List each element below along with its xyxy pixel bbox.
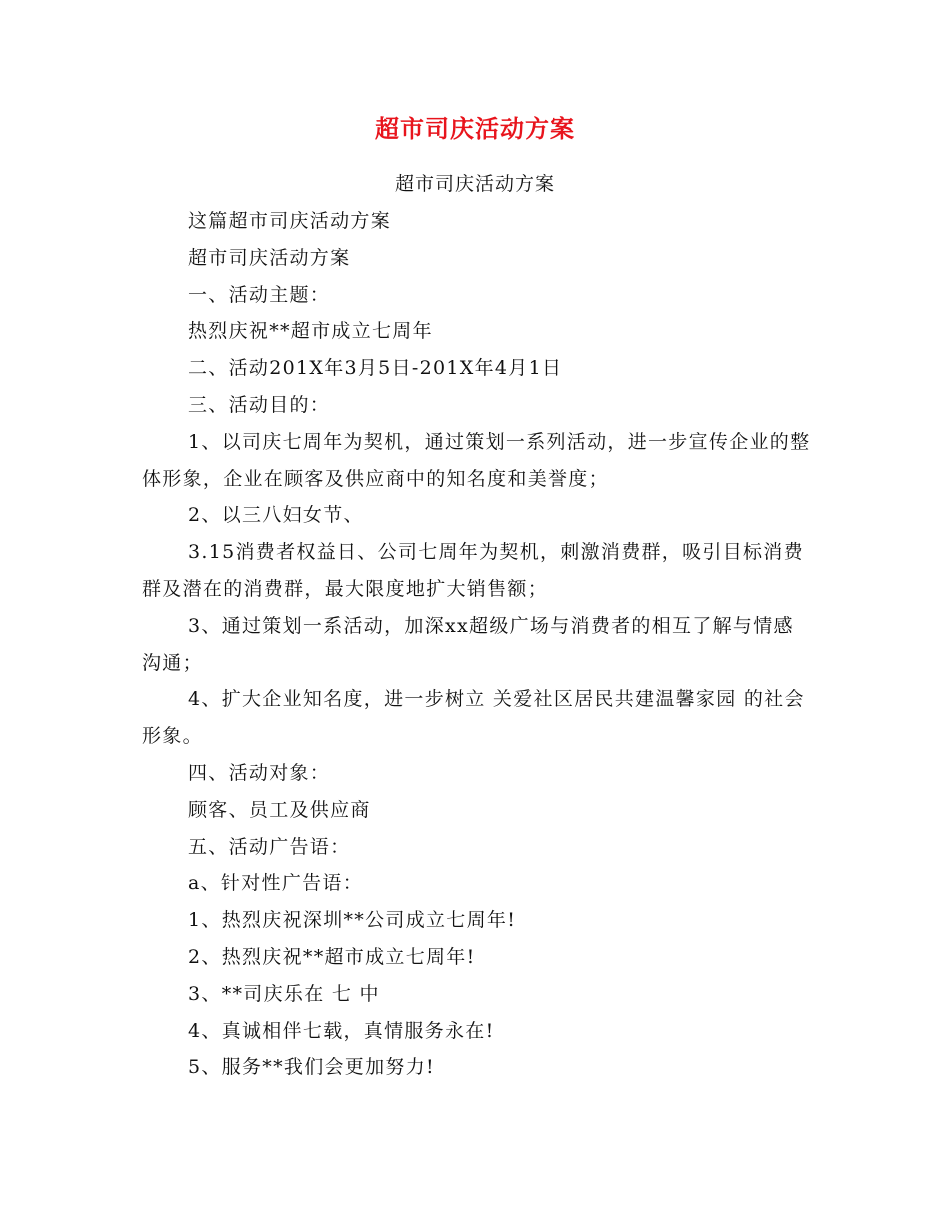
paragraph: 3.15消费者权益日、公司七周年为契机，刺激消费群，吸引目标消费群及潜在的消费群，最大限度地扩大销售额； — [142, 541, 804, 600]
document-title: 超市司庆活动方案 — [375, 114, 575, 143]
paragraph: 一、活动主题： — [188, 283, 331, 306]
document-body — [142, 203, 812, 1086]
paragraph: 3、**司庆乐在 七 中 — [188, 982, 380, 1005]
paragraph: 二、活动201X年3月5日-201X年4月1日 — [188, 357, 563, 380]
paragraph: 2、热烈庆祝**超市成立七周年! — [188, 945, 476, 968]
paragraph: 五、活动广告语： — [188, 835, 351, 858]
paragraph: 3、通过策划一系活动，加深xx超级广场与消费者的相互了解与情感沟通； — [142, 614, 794, 674]
paragraph: 4、真诚相伴七载，真情服务永在! — [188, 1019, 495, 1042]
paragraph: 超市司庆活动方案 — [188, 246, 351, 269]
paragraph: 1、以司庆七周年为契机，通过策划一系列活动，进一步宣传企业的整体形象，企业在顾客及供应商中的知名度和美誉度； — [142, 430, 811, 490]
paragraph: 1、热烈庆祝深圳**公司成立七周年! — [188, 909, 517, 932]
paragraph: 顾客、员工及供应商 — [188, 798, 371, 821]
paragraph: 热烈庆祝**超市成立七周年 — [188, 320, 433, 343]
paragraph: 三、活动目的： — [188, 393, 331, 416]
paragraph: 2、以三八妇女节、 — [188, 504, 364, 527]
paragraph: 这篇超市司庆活动方案 — [188, 210, 392, 232]
paragraph: 4、扩大企业知名度，进一步树立 关爱社区居民共建温馨家园 的社会形象。 — [142, 688, 805, 748]
paragraph: 5、服务**我们会更加努力! — [188, 1056, 435, 1079]
paragraph: 四、活动对象： — [188, 761, 331, 784]
document-subtitle: 超市司庆活动方案 — [394, 173, 555, 195]
paragraph: a、针对性广告语： — [188, 872, 364, 895]
